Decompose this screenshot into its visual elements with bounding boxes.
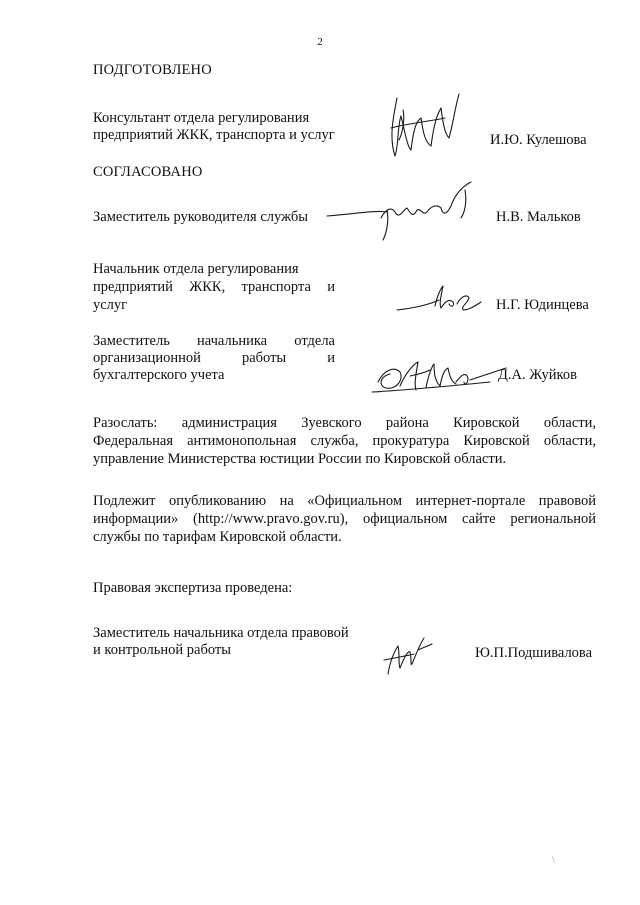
publication-line-3: службы по тарифам Кировской области. (93, 529, 342, 545)
legal-review-heading: Правовая экспертиза проведена: (93, 580, 293, 596)
signer-3-position (93, 333, 335, 384)
publication-line-2: информации» (http://www.pravo.gov.ru), официальном сайте региональной (93, 511, 596, 527)
signer-1-name: Н.В. Мальков (496, 209, 581, 225)
prepared-position (93, 110, 363, 144)
signer-2-position-line-1: Начальник отдела регулирования (93, 261, 299, 277)
prepared-heading: ПОДГОТОВЛЕНО (93, 62, 212, 78)
signer-1-position: Заместитель руководителя службы (93, 209, 309, 225)
signature-zhuykov (370, 352, 510, 400)
signature-podshivalova (380, 630, 440, 678)
prepared-position-line-2: предприятий ЖКК, транспорта и услуг (93, 127, 335, 143)
corner-mark: \ (552, 855, 555, 865)
legal-review-position-line-2: и контрольной работы (93, 642, 231, 658)
distribution-line-3: управление Министерства юстиции России по Кировской области. (93, 451, 507, 467)
distribution-paragraph (93, 414, 596, 468)
publication-paragraph (93, 492, 596, 546)
publication-line-1: Подлежит опубликованию на «Официальном интернет-портале правовой (93, 493, 596, 509)
prepared-position-line-1: Консультант отдела регулирования (93, 110, 310, 126)
page-number: 2 (317, 36, 323, 48)
legal-review-position (93, 625, 349, 659)
prepared-name: И.Ю. Кулешова (490, 132, 587, 148)
agreed-heading: СОГЛАСОВАНО (93, 164, 203, 180)
signature-malkov (325, 180, 495, 242)
signature-kuleshova (375, 88, 465, 168)
legal-review-name: Ю.П.Подшивалова (475, 645, 593, 661)
distribution-line-2: Федеральная антимонопольная служба, прокуратура Кировской области, (93, 433, 596, 449)
signer-2-name: Н.Г. Юдинцева (496, 297, 589, 313)
signer-3-position-line-1: Заместитель начальника отдела (93, 333, 335, 349)
signer-2-position-line-2: предприятий ЖКК, транспорта и (93, 279, 335, 295)
distribution-line-1: Разослать: администрация Зуевского района Кировской области, (93, 415, 596, 431)
signer-2-position (93, 260, 335, 314)
signer-2-position-line-3: услуг (93, 297, 128, 313)
legal-review-position-line-1: Заместитель начальника отдела правовой (93, 625, 349, 641)
signer-3-position-line-3: бухгалтерского учета (93, 367, 225, 383)
signature-yudintseva (395, 282, 485, 316)
signer-3-name: Д.А. Жуйков (498, 367, 577, 383)
signer-3-position-line-2: организационной работы и (93, 350, 335, 366)
